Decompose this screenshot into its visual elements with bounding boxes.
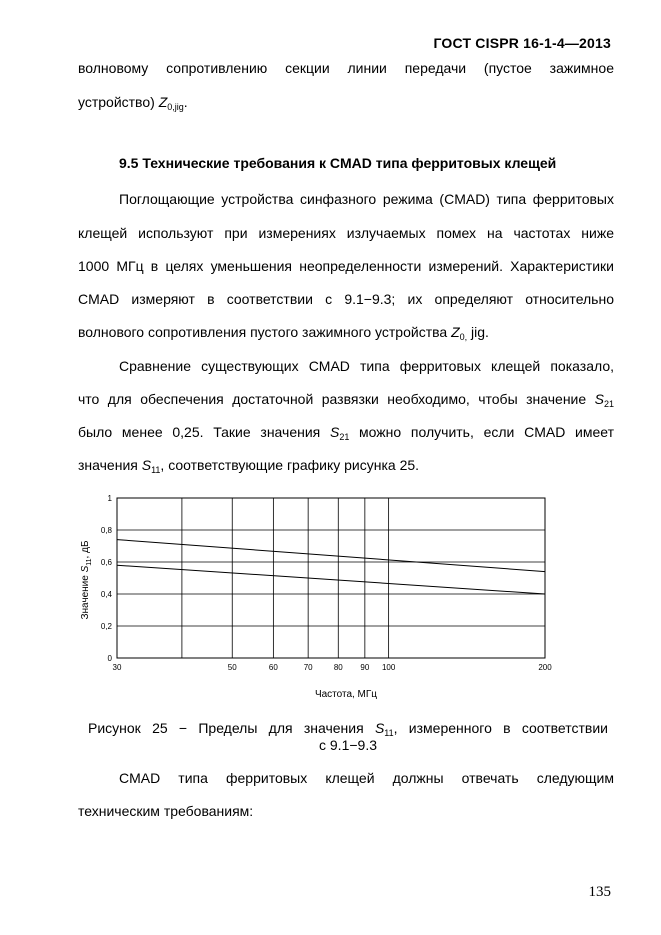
section-heading: 9.5 Технические требования к CMAD типа ферритовых клещей [119, 155, 557, 171]
x-axis-label: Частота, МГц [314, 689, 378, 700]
plot-frame [117, 498, 545, 658]
paragraph-line: Поглощающие устройства синфазного режима (CMAD) типа ферритовых [119, 191, 614, 207]
y-tick-label: 0,8 [100, 526, 112, 535]
paragraph-line: волновому сопротивлению секции линии передачи (пустое зажимное [78, 60, 614, 76]
figure-caption-line: Рисунок 25 − Пределы для значения $S_{11}$, измеренного в соответствии [88, 720, 608, 738]
document-header: ГОСТ CISPR 16-1-4—2013 [433, 35, 611, 51]
x-tick-label: 100 [381, 663, 396, 672]
paragraph-line: CMAD измеряют в соответствии с 9.1−9.3; их определяют относительно [78, 291, 614, 307]
y-axis-label: Значение $S_{11}$, дБ [80, 540, 93, 620]
y-tick-labels [101, 494, 113, 663]
x-tick-label: 200 [538, 663, 552, 672]
y-tick-label: 0,2 [100, 622, 112, 631]
paragraph-line: волнового сопротивления пустого зажимного устройства $Z_{0,}$ jig. [78, 324, 489, 342]
x-tick-label: 70 [303, 663, 313, 672]
paragraph-line: значения $S_{11}$, соответствующие графику рисунка 25. [78, 457, 420, 475]
x-tick-label: 80 [333, 663, 343, 672]
y-tick-label: 1 [107, 494, 112, 503]
x-tick-label: 30 [112, 663, 122, 672]
limit-line-1 [117, 540, 545, 572]
paragraph-line: клещей используют при измерениях излучаемых помех на частотах ниже [78, 225, 614, 241]
y-tick-label: 0 [107, 654, 112, 663]
paragraph-line: Сравнение существующих CMAD типа ферритовых клещей показало, [119, 358, 614, 374]
x-tick-label: 90 [360, 663, 370, 672]
x-tick-label: 50 [227, 663, 237, 672]
page-number: 135 [588, 884, 611, 900]
chart-series [117, 540, 545, 594]
figure-caption-line: с 9.1−9.3 [319, 737, 377, 753]
y-tick-label: 0,6 [100, 558, 112, 567]
y-tick-label: 0,4 [100, 590, 112, 599]
limit-line-2 [117, 565, 545, 594]
paragraph-line: техническим требованиям: [78, 803, 254, 819]
s11-limit-chart [70, 488, 560, 703]
paragraph-line: 1000 МГц в целях уменьшения неопределенности измерений. Характеристики [78, 258, 614, 274]
paragraph-line: было менее 0,25. Такие значения $S_{21}$ можно получить, если CMAD имеет [78, 424, 615, 442]
x-tick-labels [113, 663, 553, 672]
x-tick-label: 60 [268, 663, 278, 672]
paragraph-line: что для обеспечения достаточной развязки необходимо, чтобы значение $S_{21}$ [78, 391, 614, 409]
chart-grid [117, 498, 545, 658]
paragraph-line: устройство) $Z_{0,jig}$. [78, 94, 188, 112]
paragraph-line: CMAD типа ферритовых клещей должны отвечать следующим [119, 770, 614, 786]
